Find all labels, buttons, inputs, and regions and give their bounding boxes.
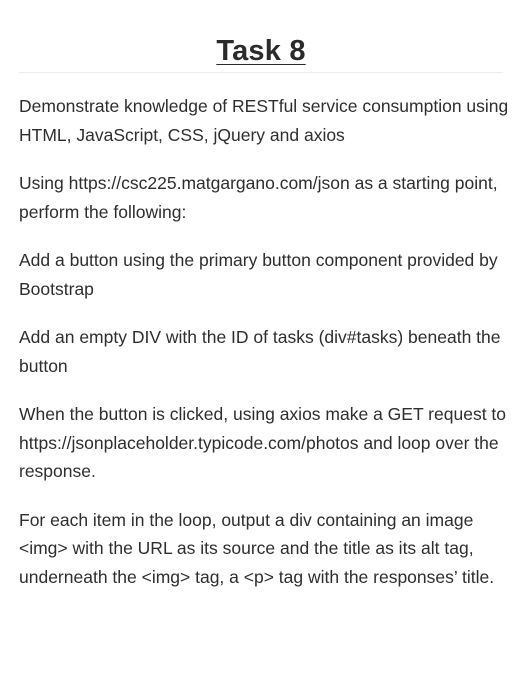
paragraph-get-request: When the button is clicked, using axios make a GET request to https://jsonplaceholder.typicode.com/photos and loop over the response. — [19, 404, 507, 481]
title-divider — [19, 72, 503, 73]
paragraph-starting-point: Using https://csc225.matgargano.com/json as a starting point, perform the following: — [19, 173, 498, 222]
paragraph-output-loop: For each item in the loop, output a div containing an image <img> with the URL as its source and the title as its alt tag, underneath the <img> tag, a <p> tag with the responses’ title. — [19, 509, 495, 587]
paragraph-add-div: Add an empty DIV with the ID of tasks (div#tasks) beneath the button — [19, 327, 501, 376]
page-title — [0, 33, 522, 69]
paragraph-intro: Demonstrate knowledge of RESTful service consumption using HTML, JavaScript, CSS, jQuery and axios — [19, 96, 509, 145]
paragraph-add-button: Add a button using the primary button component provided by Bootstrap — [19, 250, 498, 299]
page-title-text: Task 8 — [216, 35, 306, 68]
task-instructions — [19, 92, 509, 591]
